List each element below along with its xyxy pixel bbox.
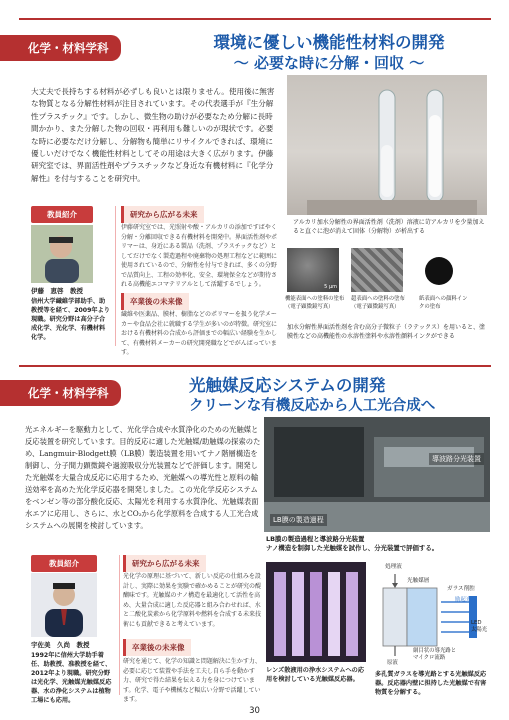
title-line-2: クリーンな有機反応から人工光合成へ [189,398,436,414]
sem-scale: 5 μm [324,284,337,290]
teacher-tag: 教員紹介 [31,206,93,223]
lb-spectrometer-photo [264,417,490,532]
diagram-label-liquid: 処理液 [385,564,402,570]
title-line-1: 光触媒反応システムの開発 [189,376,386,395]
title-line-1: 環境に優しい機能性材料の開発 [213,33,445,52]
teacher-photo [31,225,93,283]
teacher-bio: 信州大学繊維学部助手、助教授等を経て、2009年より現職。研究分野は高分子合成化学、光化学、有機材料化学。 [31,298,110,341]
dept-badge: 化学・材料学科 [0,380,121,406]
page-number: 30 [249,706,260,716]
sem-image-2 [351,248,403,292]
test-tube-photo [287,75,487,215]
ink-dot-image [419,252,459,290]
divider [115,206,116,346]
future-text: 伊藤研究室では、光照射や酸・アルカリの添加ですばやく分解・分離回収できる有機材料を開発中。界面活性剤やポリマーは、身近にある製品（洗剤、プラスチックなど）としてだけでなく製造過程や廃棄物の処理工程などに範囲に使用されているので、分解性を付与できれば、多くの分野で品質向上、工程の効率化、安全、環境保全などが期待される高機能エコマテリアルとして活躍するでしょう。 [121,224,278,288]
test-tubes-image [287,75,487,215]
graduate-tag: 卒業後の未来像 [123,639,191,656]
reactor-caption: レンズ散液用の浄水システムへの応用を検討している光触媒反応器。 [266,667,365,683]
reactor-photo [266,562,366,662]
section-title [169,32,489,74]
diagram-caption: 多孔質ガラスを導光路とする光触媒反応器。反応器内壁に担持した光触媒で有害物質を分解する。 [375,671,487,696]
dept-badge: 化学・材料学科 [0,35,121,61]
diagram-label-raw: 原液 [387,660,398,666]
teacher-name: 宇佐美 久尚 教授 [31,641,90,649]
diagram-label-glass: ガラス削腔 [447,586,475,592]
divider [119,555,120,695]
section-title [149,375,489,417]
diagram-label-led: LED 太陽光 [471,620,488,633]
future-tag: 研究から広がる未来 [123,555,206,572]
graduate-text: 研究を通じて、化学の知識と問題解決に生かす力、必要に応じて装置や手法を工夫し自ら手を動かす力、研究で得た結果を伝える力を身につけています。化学、電子や機械など幅広い分野で活躍しています。 [123,658,261,703]
reactor-image [266,562,366,662]
lb-label: LB膜の製造過程 [270,514,327,526]
teacher-tag: 教員紹介 [31,555,97,572]
lb-caption: LB膜の製造過程と導波路分光装置 ナノ構造を制御した光触媒を試作し、分光装置で評価する。 [266,535,439,552]
section-photocatalyst [19,365,491,702]
intro-text: 大丈夫で長持ちする材料が必ずしも良いとは限りません。使用後に無害な物質となる分解性材料が注目されています。その代表選手が『生分解性プラスチック』です。しかし、微生物の助けが必要なため分解に長時間かかり、また分解した物の回収・再利用も難しいのが現状です。必要な時に必要なだけ分解し、分解物も簡単にリサイクルできれば、環境に優しいだけでなく機能性材料としてその用途は大きく広がります。伊藤研究室では、界面活性剤やプラスチックなど身近な有機材料に『化学分解性』を付与することを研究中。 [31,87,275,183]
sem-caption: 加水分解性界面活性剤を含む高分子微粒子（ラテックス）を用いると、塗膜性などの高機能性の水溶性塗料や水溶性顔料インクができる [287,324,485,340]
intro-text: 光エネルギーを駆動力として、光化学合成や水質浄化のための光触媒と反応装置を研究しています。目的反応に適した光触媒/助触媒の探索のため、Langmuir-Blodgett膜（LB膜）製造装置を用いてナノ階層構造を制御し、分子間力顕微鏡や過渡吸収分光装置などで評価します。開発した光触媒を大量合成反応に応用するため、光触媒への導光性と原料の輸送効率を高めた光化学反応器を開発しました。この光化学反応システムをベンゼン等の部分酸化反応、太陽光を利用する水質浄化、光触媒表面水エアに応用し、さらに、水とCO₂から化学原料を合成する人工光合成システムへの展開を検討しています。 [25,425,261,530]
teacher-bio: 1992年に信州大学助手着任、助教授、准教授を経て、2012年より現職。研究分野は光化学、光触媒光触媒反応器、水の浄化システムは植物工場にも応用。 [31,652,112,704]
diagram-label-catalyst: 光触媒層 [407,578,430,584]
test-tube-caption: アルカリ加水分解性の界面活性剤（洗剤）溶液に苛アルカリを少量加えると直ぐに泡が消えて固体（分解物）が析出する [293,219,485,235]
reactor-diagram [373,562,491,666]
sem-image-3 [419,252,459,290]
future-text: 光化学の原理に基づいて、新しい反応の仕組みを設計し、実際に効果を実験で確かめることが研究の醍醐味です。光触媒のナノ構造を最適化して活性を高め、大量合成に適した反応器と組み合わせれば、水と二酸化炭素から化学原料や燃料を合成する未来技術にも貢献できると考えています。 [123,573,262,628]
person-icon [31,573,97,637]
graduate-text: 繊維や医薬品、膜材、樹脂などのポリマーを扱う化学メーカーや食品会社に就職する学生が多いのが特徴。研究室における有機材料の合成から評価までの幅広い経験を生かして、有機材料メーカーの研究開発職などでがんばっています。 [121,311,278,356]
title-line-2: ～ 必要な時に分解・回収 ～ [233,54,425,72]
diagram-label-fiber: 網目状の導光路と マイクロ流路 [413,648,457,661]
sem-label-2: 超表面への塗料の塗布（電子顕微鏡写真） [351,296,405,310]
future-tag: 研究から広がる未来 [121,206,204,223]
teacher-photo [31,573,97,637]
sem-label-3: 紙表面への顔料インクの塗布 [419,296,468,310]
graduate-tag: 卒業後の未来像 [121,293,189,310]
sem-image-1 [287,248,339,292]
person-icon [31,225,93,283]
section-environment-materials [19,18,491,356]
teacher-name: 伊藤 恵啓 教授 [31,287,83,295]
sem-label-1: 機能表面への塗料の塗布（電子顕微鏡写真） [285,296,345,310]
diagram-label-excitation: 励起光 [455,597,472,603]
spec-label: 導波路分光装置 [429,453,484,465]
